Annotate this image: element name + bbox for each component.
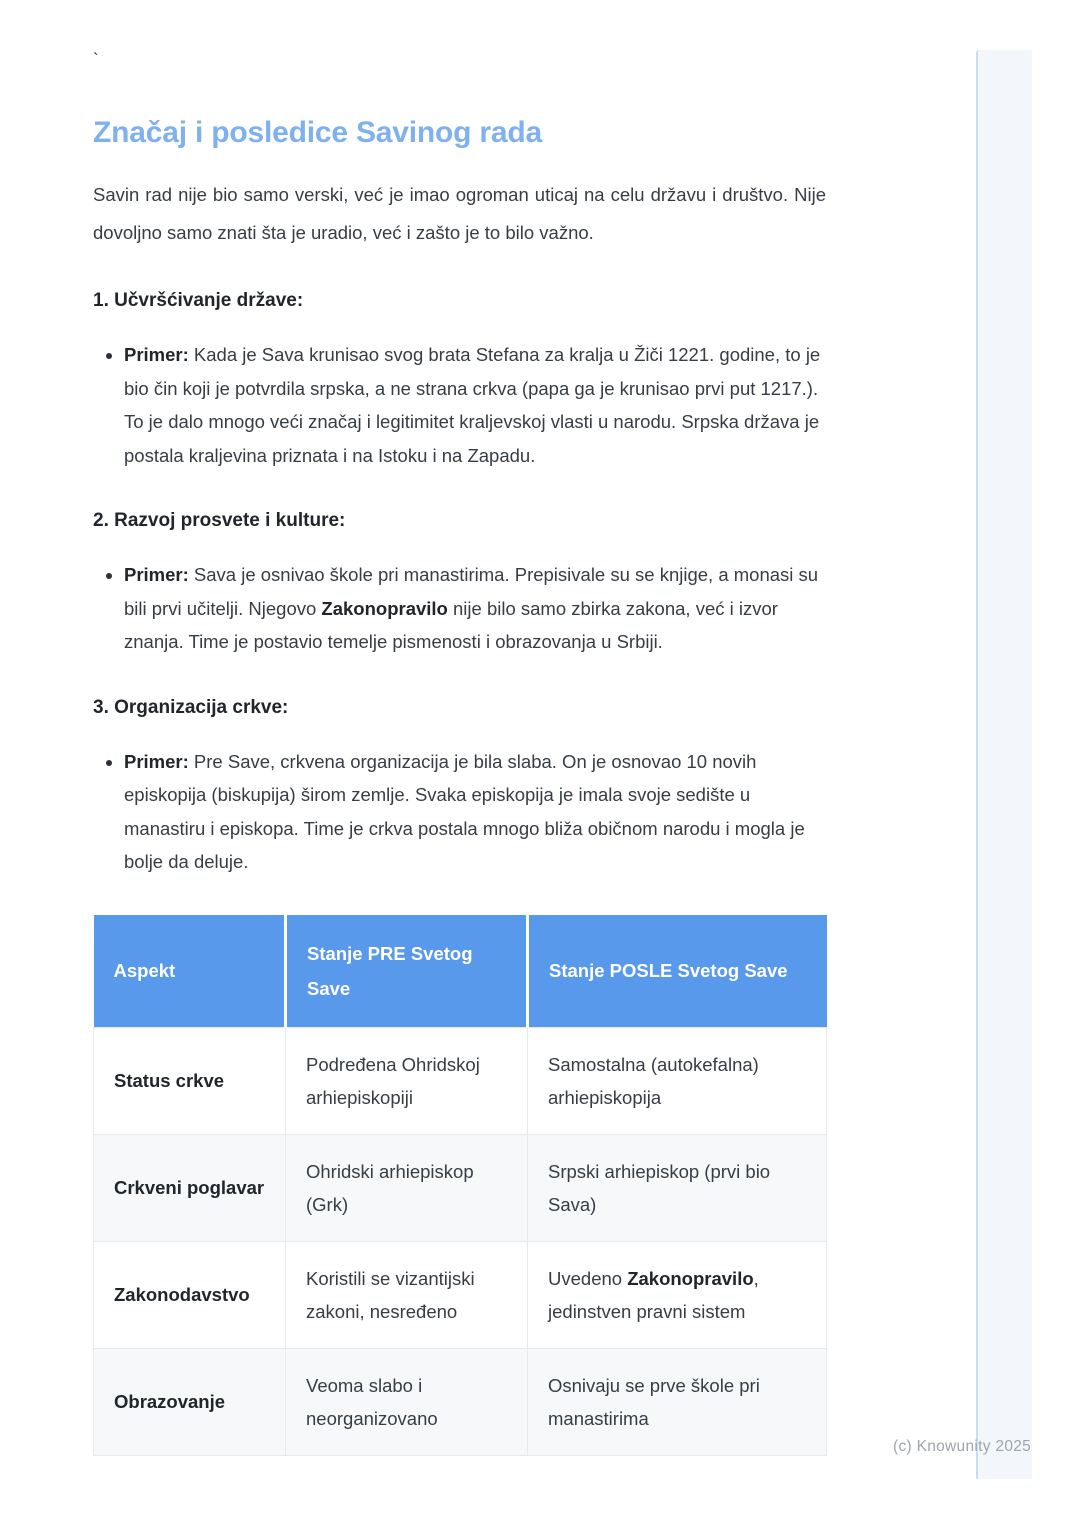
page-title: Značaj i posledice Savinog rada [93, 116, 542, 149]
bullet-text: Sava je osnivao škole pri manastirima. Prepisivale su se knjige, a monasi su bili prvi učitelji. Njegovo [124, 564, 819, 619]
section-heading-2: 2. Razvoj prosvete i kulture: [93, 510, 346, 531]
table-cell-pre: Veoma slabo i neorganizovano [286, 1348, 528, 1455]
section-1-bullet-list [93, 338, 826, 472]
table-cell-aspect: Crkveni poglavar [94, 1134, 286, 1241]
column-header-posle: Stanje POSLE Svetog Save [528, 915, 827, 1028]
bullet-text: nije bilo samo zbirka zakona, već i izvor znanja. Time je postavio temelje pismenosti i obrazovanja u Srbiji. [124, 597, 778, 652]
table-row [94, 1027, 827, 1134]
table-cell-pre: Podređena Ohridskoj arhiepiskopiji [286, 1027, 528, 1134]
section-3-bullet-list [93, 745, 826, 879]
intro-paragraph: Savin rad nije bio samo verski, već je imao ogroman uticaj na celu državu i društvo. Nije dovoljno samo znati šta je uradio, već i zašto je to bilo važno. [93, 184, 826, 243]
section-heading-1: 1. Učvršćivanje države: [93, 290, 304, 311]
table-cell-post: Samostalna (autokefalna) arhiepiskopija [528, 1027, 827, 1134]
bullet-text: Pre Save, crkvena organizacija je bila slaba. On je osnovao 10 novih episkopija (biskupija) širom zemlje. Svaka episkopija je imala svoje sedište u manastiru i episkopa. Time je crkva postala mnogo bliža običnom narodu i mogla je bolje da deluje. [124, 750, 805, 872]
document-content [93, 0, 826, 1456]
table-row [94, 1134, 827, 1241]
table-cell-aspect: Status crkve [94, 1027, 286, 1134]
table-row [94, 1241, 827, 1348]
section-2-bullet-list [93, 558, 826, 659]
table-row [94, 1348, 827, 1455]
list-item [124, 745, 826, 879]
table-cell-aspect: Obrazovanje [94, 1348, 286, 1455]
stray-backtick-char: ` [93, 50, 99, 69]
bold-term: Zakonopravilo [321, 597, 448, 619]
table-cell-aspect: Zakonodavstvo [94, 1241, 286, 1348]
comparison-table [93, 915, 827, 1456]
table-cell-pre: Ohridski arhiepiskop (Grk) [286, 1134, 528, 1241]
bullet-label: Primer: [124, 344, 189, 365]
bullet-label: Primer: [124, 750, 189, 772]
bullet-text: Kada je Sava krunisao svog brata Stefana za kralja u Žiči 1221. godine, to je bio čin koji je potvrdila srpska, a ne strana crkva (papa ga je krunisao prvi put 1217.). To je dalo mnogo veći značaj i legitimitet kraljevskoj vlasti u narodu. Srpska država je postala kraljevina priznata i na Istoku i na Zapadu. [124, 344, 821, 466]
bullet-label: Primer: [124, 564, 189, 585]
table-header-row [94, 915, 827, 1028]
table-cell-post [528, 1241, 827, 1348]
bold-term: Zakonopravilo [627, 1267, 754, 1289]
column-header-aspekt: Aspekt [94, 915, 286, 1028]
column-header-pre: Stanje PRE Svetog Save [286, 915, 528, 1028]
table-cell-post: Osnivaju se prve škole pri manastirima [528, 1348, 827, 1455]
cell-text: Uvedeno [548, 1267, 628, 1289]
list-item [124, 558, 826, 659]
cell-text: , jedinstven pravni sistem [548, 1267, 759, 1322]
page-edge-stripe [976, 50, 1032, 1479]
table-cell-post: Srpski arhiepiskop (prvi bio Sava) [528, 1134, 827, 1241]
list-item [124, 338, 826, 472]
copyright-watermark: (c) Knowunity 2025 [893, 1438, 1032, 1455]
table-cell-pre: Koristili se vizantijski zakoni, nesređeno [286, 1241, 528, 1348]
section-heading-3: 3. Organizacija crkve: [93, 696, 289, 718]
